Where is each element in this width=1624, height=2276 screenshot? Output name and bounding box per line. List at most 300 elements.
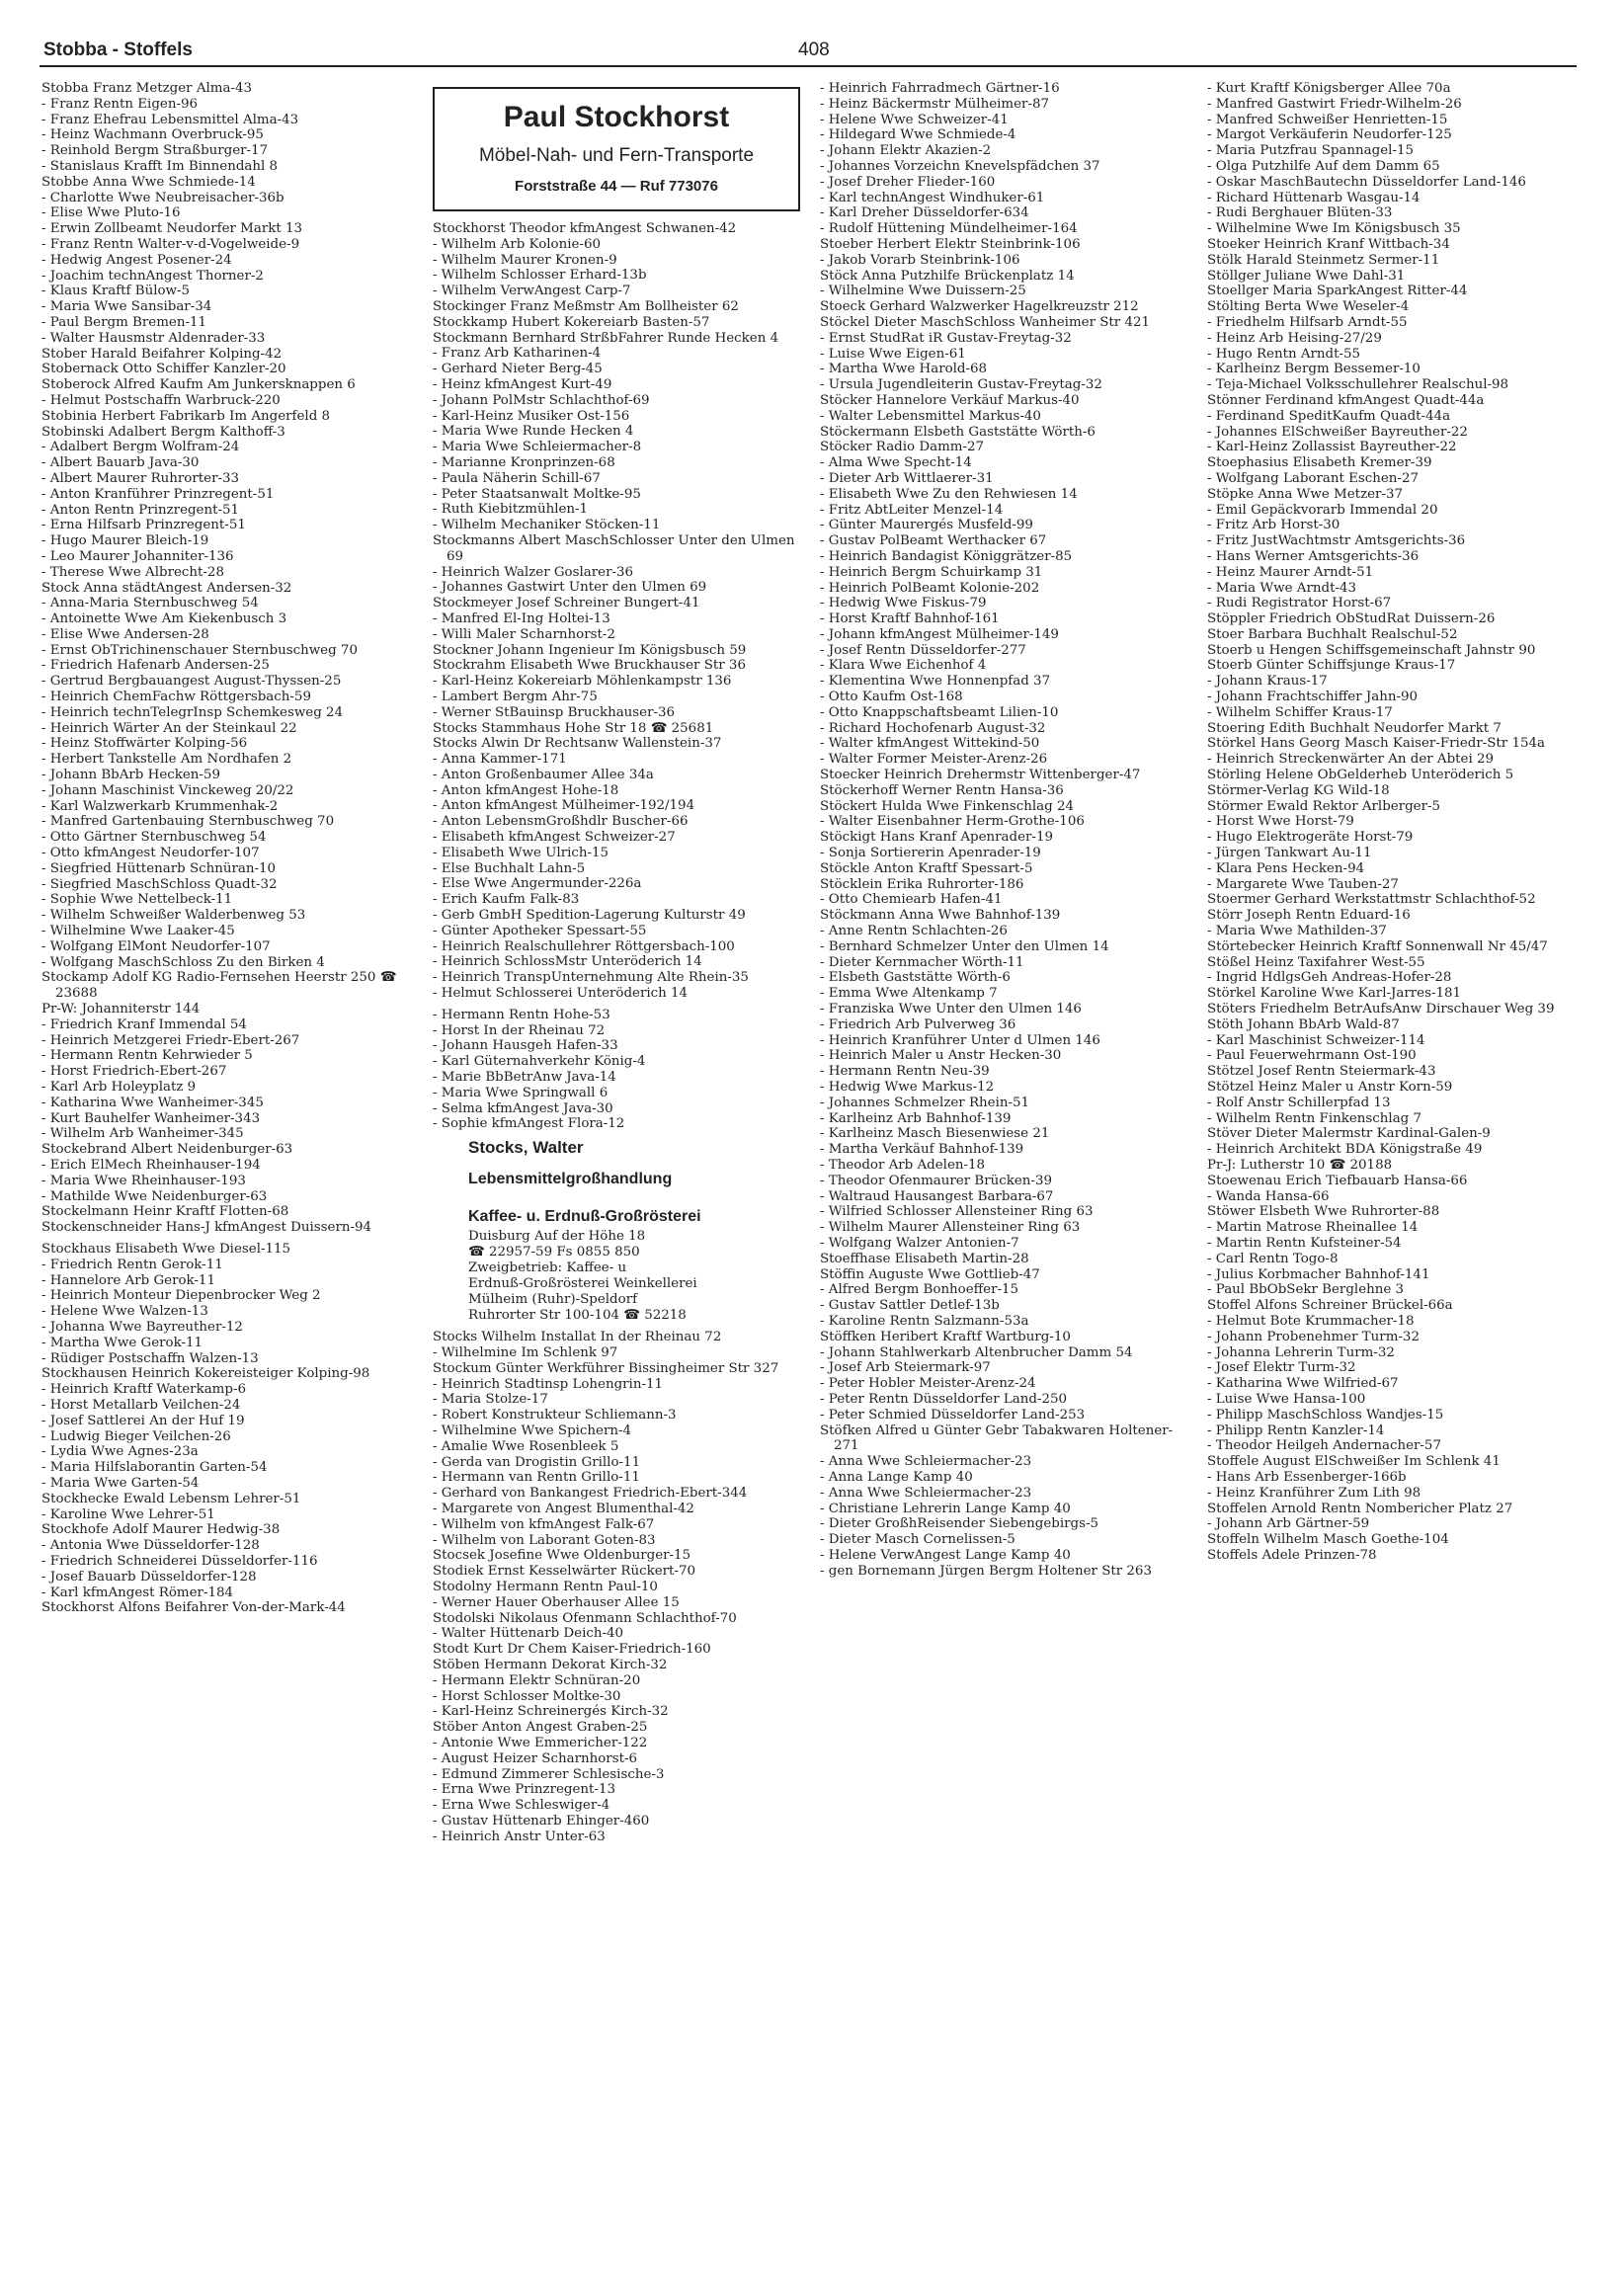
directory-entry: - Teja-Michael Volksschullehrer Realschul-98 (1207, 377, 1509, 393)
directory-entry: Stöcker Hannelore Verkäuf Markus-40 (820, 392, 1080, 408)
directory-entry: Stobinski Adalbert Bergm Kalthoff-3 (41, 424, 285, 440)
directory-entry: - Karl kfmAngest Römer-184 (41, 1585, 234, 1600)
ad-stockhorst (433, 87, 800, 211)
directory-entry: - Theodor Ofenmaurer Brücken-39 (820, 1173, 1052, 1188)
directory-entry: Stockenschneider Hans-J kfmAngest Duissern-94 (41, 1220, 372, 1236)
directory-entry: - Fritz Arb Horst-30 (1207, 518, 1340, 533)
directory-entry: - Wilhelm Schweißer Walderbenweg 53 (41, 908, 306, 924)
directory-entry: Stöwer Elsbeth Wwe Ruhrorter-88 (1207, 1204, 1440, 1220)
directory-entry: Stötzel Josef Rentn Steiermark-43 (1207, 1064, 1436, 1080)
directory-entry: - Elisabeth Wwe Zu den Rehwiesen 14 (820, 486, 1078, 502)
directory-entry: - Johann Probenehmer Turm-32 (1207, 1329, 1420, 1344)
directory-entry: - Karl Maschinist Schweizer-114 (1207, 1032, 1425, 1048)
directory-entry: Stoerb u Hengen Schiffsgemeinschaft Jahnstr 90 (1207, 642, 1536, 658)
directory-entry: - Johanna Wwe Bayreuther-12 (41, 1319, 243, 1335)
directory-entry: - Helmut Bote Krummacher-18 (1207, 1313, 1415, 1329)
directory-entry: - Rolf Anstr Schillerpfad 13 (1207, 1095, 1391, 1110)
directory-entry: - Hannelore Arb Gerok-11 (41, 1272, 215, 1288)
directory-entry: - Manfred Gastwirt Friedr-Wilhelm-26 (1207, 96, 1462, 112)
directory-entry: - Sonja Sortiererin Apenrader-19 (820, 846, 1041, 861)
directory-entry: - Martha Wwe Harold-68 (820, 362, 988, 377)
directory-entry: - Maria Wwe Schleiermacher-8 (433, 440, 642, 455)
directory-entry: - Peter Schmied Düsseldorfer Land-253 (820, 1407, 1086, 1422)
directory-entry: Störkel Hans Georg Masch Kaiser-Friedr-Str 154a (1207, 736, 1546, 752)
directory-entry: - Karoline Wwe Lehrer-51 (41, 1506, 215, 1522)
directory-entry: - Maria Wwe Garten-54 (41, 1475, 200, 1491)
directory-entry: - Sophie Wwe Nettelbeck-11 (41, 892, 233, 908)
directory-entry: - Otto Chemiearb Hafen-41 (820, 892, 1003, 908)
directory-entry: - Heinrich ChemFachw Röttgersbach-59 (41, 690, 311, 705)
directory-entry: - Elise Wwe Andersen-28 (41, 626, 209, 642)
directory-entry: - Fritz AbtLeiter Menzel-14 (820, 502, 1004, 518)
directory-entry: Stöben Hermann Dekorat Kirch-32 (433, 1657, 668, 1672)
directory-entry: Stöcker Radio Damm-27 (820, 440, 985, 455)
directory-entry: Stodiek Ernst Kesselwärter Rückert-70 (433, 1564, 695, 1580)
directory-entry: - Walter Eisenbahner Herm-Grothe-106 (820, 814, 1085, 830)
directory-entry: - Karoline Rentn Salzmann-53a (820, 1313, 1029, 1329)
directory-entry: - Maria Wwe Springwall 6 (433, 1085, 609, 1100)
directory-entry: - Helene VerwAngest Lange Kamp 40 (820, 1547, 1071, 1563)
directory-entry: - Hans Werner Amtsgerichts-36 (1207, 548, 1420, 564)
directory-entry: - Heinrich Kraftf Waterkamp-6 (41, 1382, 246, 1398)
directory-entry: - Maria Wwe Mathilden-37 (1207, 924, 1387, 939)
directory-entry: - Ruth Kiebitzmühlen-1 (433, 502, 589, 518)
directory-entry: - Therese Wwe Albrecht-28 (41, 564, 224, 580)
directory-entry: - Gerhard Nieter Berg-45 (433, 362, 603, 377)
directory-entry: Stöpke Anna Wwe Metzer-37 (1207, 486, 1404, 502)
directory-entry: - Emma Wwe Altenkamp 7 (820, 986, 998, 1002)
directory-entry: - Walter Hausmstr Aldenrader-33 (41, 330, 266, 346)
directory-entry: - Heinz Maurer Arndt-51 (1207, 564, 1374, 580)
directory-entry: Stöppler Friedrich ObStudRat Duissern-26 (1207, 611, 1496, 627)
directory-entry: - Friedhelm Hilfsarb Arndt-55 (1207, 314, 1408, 330)
directory-entry: - Ferdinand SpeditKaufm Quadt-44a (1207, 408, 1451, 424)
directory-entry: - Heinz kfmAngest Kurt-49 (433, 376, 612, 392)
directory-entry: - Hermann Rentn Neu-39 (820, 1064, 990, 1080)
directory-entry: - Heinz Wachmann Overbruck-95 (41, 127, 264, 143)
directory-entry: - Paul BbObSekr Berglehne 3 (1207, 1282, 1405, 1298)
directory-entry: - Heinz Arb Heising-27/29 (1207, 330, 1382, 346)
directory-entry: - Antonie Wwe Emmericher-122 (433, 1735, 648, 1750)
directory-entry: - Theodor Arb Adelen-18 (820, 1157, 986, 1173)
directory-entry: - Heinrich Streckenwärter An der Abtei 29 (1207, 752, 1495, 768)
directory-entry: - Charlotte Wwe Neubreisacher-36b (41, 190, 284, 205)
directory-entry: - Otto Kaufm Ost-168 (820, 690, 963, 705)
directory-entry: - Franz Arb Katharinen-4 (433, 346, 602, 362)
directory-entry: - Hildegard Wwe Schmiede-4 (820, 127, 1016, 143)
directory-entry: - Wilhelm Rentn Finkenschlag 7 (1207, 1110, 1422, 1126)
directory-entry: Stöters Friedhelm BetrAufsAnw Dirschauer Weg 39 (1207, 1002, 1555, 1017)
directory-entry: - Klara Pens Hecken-94 (1207, 860, 1365, 876)
directory-entry: Störkel Karoline Wwe Karl-Jarres-181 (1207, 986, 1462, 1002)
directory-entry: - Wanda Hansa-66 (1207, 1188, 1330, 1204)
directory-entry: - Wilhelm von kfmAngest Falk-67 (433, 1516, 655, 1532)
directory-entry: - Alfred Bergm Bonhoeffer-15 (820, 1282, 1019, 1298)
directory-entry: Stoermer Gerhard Werkstattmstr Schlachthof-52 (1207, 892, 1536, 908)
directory-entry: - Franziska Wwe Unter den Ulmen 146 (820, 1002, 1082, 1017)
directory-entry: - Horst Wwe Horst-79 (1207, 814, 1354, 830)
directory-entry: Stobba Franz Metzger Alma-43 (41, 81, 253, 96)
directory-entry: - Sophie kfmAngest Flora-12 (433, 1116, 625, 1132)
directory-entry: - Anne Rentn Schlachten-26 (820, 924, 1008, 939)
directory-entry: - Marianne Kronprinzen-68 (433, 454, 615, 470)
directory-entry: - Peter Hobler Meister-Arenz-24 (820, 1376, 1036, 1392)
directory-entry: - Luise Wwe Hansa-100 (1207, 1391, 1366, 1407)
directory-entry: - Maria Stolze-17 (433, 1392, 548, 1408)
directory-entry: - Albert Bauarb Java-30 (41, 455, 200, 471)
directory-entry: - Heinrich Bandagist Königgrätzer-85 (820, 548, 1073, 564)
directory-entry: Stockmeyer Josef Schreiner Bungert-41 (433, 596, 700, 611)
directory-entry: Stöckermann Elsbeth Gaststätte Wörth-6 (820, 424, 1096, 440)
directory-entry: Stoffel Alfons Schreiner Brückel-66a (1207, 1298, 1453, 1314)
directory-entry: Stoffeln Wilhelm Masch Goethe-104 (1207, 1532, 1449, 1548)
page-header (40, 38, 1577, 67)
directory-entry: Stobinia Herbert Fabrikarb Im Angerfeld 8 (41, 408, 331, 424)
directory-entry: Störr Joseph Rentn Eduard-16 (1207, 908, 1411, 924)
directory-entry: - Ernst ObTrichinenschauer Sternbuschweg 70 (41, 642, 358, 658)
directory-entry: - Else Wwe Angermunder-226a (433, 876, 642, 892)
directory-entry: - Richard Hüttenarb Wasgau-14 (1207, 190, 1421, 205)
ad-stocks (433, 1132, 810, 1330)
directory-entry: Stockum Günter Werkführer Bissingheimer Str 327 (433, 1360, 779, 1376)
directory-entry: Stöfken Alfred u Günter Gebr Tabakwaren Holtener-271 (820, 1422, 1174, 1454)
directory-entry: - Johann Frachtschiffer Jahn-90 (1207, 690, 1419, 705)
directory-entry: - Maria Putzfrau Spannagel-15 (1207, 143, 1414, 159)
ad-stocks-line: Zweigbetrieb: Kaffee- u (468, 1260, 627, 1276)
directory-entry: - Julius Korbmacher Bahnhof-141 (1207, 1266, 1430, 1282)
directory-entry: - Karl-Heinz Musiker Ost-156 (433, 408, 630, 424)
directory-entry: - Anton Kranführer Prinzregent-51 (41, 486, 275, 502)
directory-entry: Stock Anna städtAngest Andersen-32 (41, 580, 292, 596)
directory-entry: - Gerb GmbH Spedition-Lagerung Kulturstr 49 (433, 908, 746, 924)
directory-entry: - Johannes Gastwirt Unter den Ulmen 69 (433, 580, 707, 596)
directory-entry: Stockelmann Heinr Kraftf Flotten-68 (41, 1204, 289, 1220)
directory-entry: - Richard Hochofenarb August-32 (820, 720, 1046, 736)
directory-entry: - Wilhelmine Im Schlenk 97 (433, 1345, 618, 1361)
directory-entry: - Heinz Bäckermstr Mülheimer-87 (820, 96, 1050, 112)
directory-entry: - Heinz Kranführer Zum Lith 98 (1207, 1485, 1421, 1501)
directory-entry: - Erich Kaufm Falk-83 (433, 892, 580, 908)
directory-entry: - Edmund Zimmerer Schlesische-3 (433, 1766, 665, 1782)
directory-entry: Stoer Barbara Buchhalt Realschul-52 (1207, 626, 1458, 642)
directory-entry: - Maria Hilfslaborantin Garten-54 (41, 1460, 268, 1476)
directory-entry: - Heinrich Metzgerei Friedr-Ebert-267 (41, 1032, 300, 1048)
ad-stocks-line: Mülheim (Ruhr)-Speldorf (468, 1292, 638, 1308)
directory-entry: - Stanislaus Krafft Im Binnendahl 8 (41, 158, 279, 174)
directory-entry: Stockhofe Adolf Maurer Hedwig-38 (41, 1522, 281, 1538)
directory-entry: - Franz Ehefrau Lebensmittel Alma-43 (41, 112, 299, 127)
directory-entry: - Wolfgang Laborant Eschen-27 (1207, 470, 1419, 486)
directory-entry: Stöckel Dieter MaschSchloss Wanheimer Str 421 (820, 314, 1151, 330)
directory-entry: Stöffken Heribert Kraftf Wartburg-10 (820, 1329, 1071, 1344)
directory-entry: - Heinrich Stadtinsp Lohengrin-11 (433, 1376, 664, 1392)
directory-entry: - Fritz JustWachtmstr Amtsgerichts-36 (1207, 533, 1466, 549)
directory-entry: - Alma Wwe Specht-14 (820, 455, 972, 471)
directory-entry: Pr-W: Johanniterstr 144 (41, 1002, 201, 1017)
directory-entry: - Reinhold Bergm Straßburger-17 (41, 143, 269, 159)
directory-entry: - Friedrich Schneiderei Düsseldorfer-116 (41, 1553, 318, 1569)
directory-entry: - Heinrich TranspUnternehmung Alte Rhein-35 (433, 970, 749, 986)
directory-entry: - Walter Lebensmittel Markus-40 (820, 408, 1041, 424)
directory-entry: - Hugo Elektrogerätе Horst-79 (1207, 830, 1414, 846)
directory-entry: - Rudi Registrator Horst-67 (1207, 596, 1392, 611)
directory-entry: Stocks Stammhaus Hohe Str 18 ☎ 25681 (433, 720, 714, 736)
directory-entry: - Karlheinz Bergm Bessemer-10 (1207, 362, 1421, 377)
directory-entry: - Elisabeth kfmAngest Schweizer-27 (433, 830, 676, 846)
directory-entry: - Antoinette Wwe Am Kiekenbusch 3 (41, 611, 287, 627)
directory-entry: - Wilhelm Mechaniker Stöcken-11 (433, 518, 661, 533)
directory-entry: Stoellger Maria SparkAngest Ritter-44 (1207, 284, 1468, 299)
directory-entry: - Horst Metallarb Veilchen-24 (41, 1397, 241, 1413)
directory-entry: - Erna Wwe Schleswiger-4 (433, 1798, 610, 1814)
directory-entry: Stöffin Auguste Wwe Gottlieb-47 (820, 1266, 1040, 1282)
directory-entry: - Johann PolMstr Schlachthof-69 (433, 392, 650, 408)
directory-entry: - Rüdiger Postschaffn Walzen-13 (41, 1350, 259, 1366)
directory-entry: - Joachim technAngest Thorner-2 (41, 268, 264, 284)
directory-entry: - Hedwig Wwe Markus-12 (820, 1080, 995, 1095)
directory-entry: - Elisabeth Wwe Ulrich-15 (433, 845, 609, 860)
directory-entry: - Karlheinz Masch Biesenwiese 21 (820, 1126, 1050, 1142)
ad-stocks-line: ☎ 22957-59 Fs 0855 850 (468, 1245, 640, 1260)
directory-entry: - Werner Hauer Oberhauser Allee 15 (433, 1594, 680, 1610)
directory-entry: Stönner Ferdinand kfmAngest Quadt-44a (1207, 392, 1485, 408)
directory-entry: - Willi Maler Scharnhorst-2 (433, 626, 615, 642)
directory-entry: - Wolfgang ElMont Neudorfer-107 (41, 938, 271, 954)
directory-entry: - Gerda van Drogistin Grillo-11 (433, 1454, 641, 1470)
directory-entry: - Otto Gärtner Sternbuschweg 54 (41, 830, 267, 846)
directory-entry: Stodt Kurt Dr Chem Kaiser-Friedrich-160 (433, 1642, 711, 1658)
directory-entry: - Heinrich Fahrradmech Gärtner-16 (820, 81, 1060, 96)
directory-entry: Störmer Ewald Rektor Arlberger-5 (1207, 798, 1441, 814)
directory-entry: - Wilhelm Arb Wanheimer-345 (41, 1126, 244, 1142)
directory-entry: - Heinrich Realschullehrer Röttgersbach-100 (433, 938, 735, 954)
directory-entry: - Rudi Berghauer Blüten-33 (1207, 205, 1393, 221)
directory-entry: - Friedrich Kranf Immendal 54 (41, 1016, 247, 1032)
directory-entry: - Martin Matrose Rheinallee 14 (1207, 1220, 1419, 1236)
directory-entry: - Hugo Maurer Bleich-19 (41, 533, 209, 549)
directory-entry: - Karl Dreher Düsseldorfer-634 (820, 205, 1029, 221)
column-3 (820, 81, 1197, 1580)
directory-entry: - Christiane Lehrerin Lange Kamp 40 (820, 1501, 1071, 1516)
directory-entry: - Heinrich Wärter An der Steinkaul 22 (41, 720, 297, 736)
directory-entry: - Margarete von Angest Blumenthal-42 (433, 1501, 694, 1516)
directory-entry: - Katharina Wwe Wilfried-67 (1207, 1376, 1399, 1392)
directory-entry: - Anton LebensmGroßhdlr Buscher-66 (433, 814, 689, 830)
directory-entry: - Heinrich Walzer Goslarer-36 (433, 564, 634, 580)
column-2 (433, 81, 810, 1845)
directory-entry: - Anna Kammer-171 (433, 752, 567, 768)
directory-entry: - Oskar MaschBautechn Düsseldorfer Land-146 (1207, 174, 1526, 190)
directory-entry: - Ernst StudRat iR Gustav-Freytag-32 (820, 330, 1072, 346)
directory-entry: - Heinz Stoffwärter Kolping-56 (41, 736, 248, 752)
directory-entry: - Martha Wwe Gerok-11 (41, 1335, 203, 1350)
directory-entry: Stoeber Herbert Elektr Steinbrink-106 (820, 236, 1081, 252)
directory-entry: - Wilhelm von Laborant Goten-83 (433, 1532, 656, 1548)
directory-entry: - Hermann Rentn Kehrwieder 5 (41, 1048, 253, 1064)
directory-entry: - Peter Staatsanwalt Moltke-95 (433, 486, 641, 502)
directory-entry: - Martha Verkäuf Bahnhof-139 (820, 1142, 1024, 1158)
directory-entry: - Heinrich SchlossMstr Unteröderich 14 (433, 954, 702, 970)
directory-entry: - gen Bornemann Jürgen Bergm Holtener Str 263 (820, 1563, 1152, 1579)
directory-entry: - Johannes Schmelzer Rhein-51 (820, 1095, 1030, 1110)
directory-entry: Stöber Anton Angest Graben-25 (433, 1720, 648, 1736)
directory-entry: - Margot Verkäuferin Neudorfer-125 (1207, 127, 1452, 143)
directory-entry: Stockrahm Elisabeth Wwe Bruckhauser Str 36 (433, 658, 746, 674)
directory-entry: - Hermann Elektr Schnüran-20 (433, 1672, 641, 1688)
directory-entry: Stodolny Hermann Rentn Paul-10 (433, 1579, 658, 1594)
directory-entry: - Katharina Wwe Wanheimer-345 (41, 1095, 264, 1110)
directory-entry: Stöckigt Hans Kranf Apenrader-19 (820, 830, 1053, 846)
ad-stockhorst-address: Forststraße 44 — Ruf 773076 (515, 178, 718, 195)
directory-entry: - Helene Wwe Schweizer-41 (820, 112, 1009, 127)
directory-entry: - Franz Rentn Walter-v-d-Vogelweide-9 (41, 236, 300, 252)
directory-entry: Stoeker Heinrich Kranf Wittbach-34 (1207, 236, 1450, 252)
directory-entry: Stölk Harald Steinmetz Sermer-11 (1207, 252, 1440, 268)
directory-entry: Stöckerhoff Werner Rentn Hansa-36 (820, 782, 1064, 798)
column-2-list-after (433, 1330, 810, 1844)
ad-stocks-subtitle: Lebensmittelgroßhandlung (468, 1171, 673, 1188)
directory-entry: Stocks Wilhelm Installat In der Rheinau 72 (433, 1330, 722, 1345)
directory-entry: - Johann Hausgeh Hafen-33 (433, 1038, 618, 1054)
directory-entry: Stoeffhase Elisabeth Martin-28 (820, 1251, 1029, 1266)
directory-entry: - Paula Näherin Schill-67 (433, 470, 601, 486)
directory-entry: - Karl-Heinz Kokereiarb Möhlenkampstr 136 (433, 674, 732, 690)
directory-entry: - Amalie Wwe Rosenbleek 5 (433, 1438, 619, 1454)
directory-entry: Stocks Alwin Dr Rechtsanw Wallenstein-37 (433, 736, 722, 752)
directory-entry: - Wilhelm Schiffer Kraus-17 (1207, 704, 1393, 720)
directory-entry: - Johann Arb Gärtner-59 (1207, 1516, 1370, 1532)
directory-entry: - Dieter GroßhReisender Siebengebirgs-5 (820, 1516, 1099, 1532)
directory-entry: Stockmanns Albert MaschSchlosser Unter den Ulmen 69 (433, 532, 795, 564)
directory-entry: - Karlheinz Arb Bahnhof-139 (820, 1110, 1012, 1126)
directory-entry: Stöckert Hulda Wwe Finkenschlag 24 (820, 798, 1074, 814)
directory-entry: - Johannes Vorzeichn Knevelspfädchen 37 (820, 158, 1100, 174)
directory-entry: - Hermann van Rentn Grillo-11 (433, 1470, 640, 1486)
directory-entry: - Otto kfmAngest Neudorfer-107 (41, 846, 260, 861)
directory-entry: - Klara Wwe Eichenhof 4 (820, 658, 987, 674)
directory-entry: - Siegfried Hüttenarb Schnüran-10 (41, 860, 277, 876)
directory-entry: - Heinrich technTelegrInsp Schemkesweg 24 (41, 704, 344, 720)
directory-entry: - Wilfried Schlosser Allensteiner Ring 63 (820, 1204, 1094, 1220)
directory-entry: - Gustav PolBeamt Werthacker 67 (820, 533, 1047, 549)
directory-entry: Stoewenau Erich Tiefbauarb Hansa-66 (1207, 1173, 1468, 1188)
directory-entry: - August Heizer Scharnhorst-6 (433, 1750, 637, 1766)
directory-entry: - Maria Wwe Runde Hecken 4 (433, 424, 634, 440)
directory-entry: - Johannes ElSchweißer Bayreuther-22 (1207, 424, 1468, 440)
directory-entry: - Gertrud Bergbauangest August-Thyssen-25 (41, 674, 342, 690)
directory-entry: - Walter kfmAngest Wittekind-50 (820, 736, 1040, 752)
directory-entry: - Anton Rentn Prinzregent-51 (41, 502, 240, 518)
directory-entry: - Wilhelmine Wwe Laaker-45 (41, 924, 235, 939)
directory-entry: - Mathilde Wwe Neidenburger-63 (41, 1188, 268, 1204)
directory-entry: - Heinrich Maler u Anstr Hecken-30 (820, 1048, 1062, 1064)
directory-entry: - Erna Wwe Prinzregent-13 (433, 1782, 615, 1798)
directory-entry: - Manfred Schweißer Henrietten-15 (1207, 112, 1448, 127)
directory-entry: - Anton kfmAngest Mülheimer-192/194 (433, 798, 695, 814)
directory-entry: - Helmut Postschaffn Warbruck-220 (41, 392, 281, 408)
directory-entry: - Friedrich Arb Pulverweg 36 (820, 1016, 1016, 1032)
column-1 (41, 81, 419, 1616)
directory-entry: Stoerb Günter Schiffsjunge Kraus-17 (1207, 658, 1456, 674)
directory-entry: - Anna Lange Kamp 40 (820, 1469, 973, 1485)
directory-entry: - Gerhard von Bankangest Friedrich-Ebert-344 (433, 1486, 748, 1502)
directory-entry: - Bernhard Schmelzer Unter den Ulmen 14 (820, 938, 1109, 954)
directory-entry: - Wilhelm VerwAngest Carp-7 (433, 284, 631, 299)
ad-stocks-lines (468, 1229, 810, 1324)
directory-entry: - Wilhelm Maurer Kronen-9 (433, 252, 617, 268)
directory-entry: - Ingrid HdlgsGeh Andreas-Hofer-28 (1207, 970, 1452, 986)
directory-entry: Störmer-Verlag KG Wild-18 (1207, 782, 1390, 798)
directory-entry: Störtebecker Heinrich Kraftf Sonnenwall Nr 45/47 (1207, 938, 1548, 954)
directory-entry: Stöck Anna Putzhilfe Brückenplatz 14 (820, 268, 1075, 284)
directory-entry: - Robert Konstrukteur Schliemann-3 (433, 1408, 677, 1423)
directory-entry: - Paul Bergm Bremen-11 (41, 314, 207, 330)
directory-entry: Stockinger Franz Meßmstr Am Bollheister 62 (433, 298, 739, 314)
directory-entry: - Anna Wwe Schleiermacher-23 (820, 1485, 1032, 1501)
directory-entry: Stockhorst Alfons Beifahrer Von-der-Mark-44 (41, 1600, 346, 1616)
directory-entry: - Josef Arb Steiermark-97 (820, 1360, 991, 1376)
directory-entry: - Friedrich Hafenarb Andersen-25 (41, 658, 270, 674)
directory-entry: - Maria Wwe Arndt-43 (1207, 580, 1357, 596)
directory-entry: - Jürgen Tankwart Au-11 (1207, 846, 1372, 861)
directory-entry: - Heinrich Anstr Unter-63 (433, 1829, 606, 1844)
directory-entry: Stocsek Josefine Wwe Oldenburger-15 (433, 1548, 691, 1564)
directory-entry: - Marie BbBetrAnw Java-14 (433, 1070, 616, 1086)
directory-entry: Stölting Berta Wwe Weseler-4 (1207, 299, 1410, 315)
directory-entry: - Friedrich Rentn Gerok-11 (41, 1257, 223, 1272)
directory-entry: - Maria Wwe Sansibar-34 (41, 299, 212, 315)
directory-entry: Stockhorst Theodor kfmAngest Schwanen-42 (433, 221, 737, 236)
running-head: Stobba - Stoffels (43, 40, 193, 60)
directory-entry: Stöver Dieter Malermstr Kardinal-Galen-9 (1207, 1126, 1491, 1142)
directory-entry: - Josef Dreher Flieder-160 (820, 174, 996, 190)
directory-entry: - Josef Sattlerei An der Huf 19 (41, 1413, 245, 1428)
directory-entry: - Rudolf Hüttening Mündelheimer-164 (820, 221, 1078, 237)
directory-entry: - Carl Rentn Togo-8 (1207, 1251, 1339, 1266)
directory-entry: Stöcklein Erika Ruhrorter-186 (820, 876, 1024, 892)
directory-entry: - Maria Wwe Rheinhauser-193 (41, 1173, 246, 1188)
directory-entry: - Herbert Tankstelle Am Nordhafen 2 (41, 752, 292, 768)
directory-entry: - Johann Elektr Akazien-2 (820, 143, 992, 159)
directory-entry: - Walter Former Meister-Arenz-26 (820, 752, 1048, 768)
ad-stocks-line: Ruhrorter Str 100-104 ☎ 52218 (468, 1308, 687, 1324)
directory-entry: - Johann BbArb Hecken-59 (41, 768, 220, 783)
directory-entry: - Horst In der Rheinau 72 (433, 1022, 606, 1038)
directory-entry: - Hedwig Angest Posener-24 (41, 252, 232, 268)
directory-entry: - Margarete Wwe Tauben-27 (1207, 876, 1399, 892)
directory-entry: - Anton Großenbaumer Allee 34a (433, 767, 654, 782)
directory-entry: - Adalbert Bergm Wolfram-24 (41, 440, 240, 455)
ad-stocks-name: Stocks, Walter (468, 1138, 584, 1158)
directory-entry: Stoecker Heinrich Drehermstr Wittenberger-47 (820, 768, 1141, 783)
directory-entry: - Waltraud Hausangest Barbara-67 (820, 1188, 1054, 1204)
directory-entry: - Hugo Rentn Arndt-55 (1207, 346, 1361, 362)
ad-stocks-line: Erdnuß-Großrösterei Weinkellerei (468, 1276, 697, 1292)
directory-entry: - Jakob Vorarb Steinbrink-106 (820, 252, 1020, 268)
directory-entry: Stockhaus Elisabeth Wwe Diesel-115 (41, 1241, 291, 1257)
directory-entry: - Theodor Heilgeh Andernacher-57 (1207, 1438, 1441, 1454)
directory-entry: Stöckle Anton Kraftf Spessart-5 (820, 860, 1033, 876)
directory-entry: - Heinrich Architekt BDA Königstraße 49 (1207, 1142, 1483, 1158)
directory-entry: - Antonia Wwe Düsseldorfer-128 (41, 1538, 260, 1554)
ad-stocks-subtitle2: Kaffee- u. Erdnuß-Großrösterei (468, 1208, 701, 1226)
directory-entry: - Lydia Wwe Agnes-23a (41, 1444, 199, 1460)
directory-entry: Pr-J: Lutherstr 10 ☎ 20188 (1207, 1157, 1393, 1173)
directory-entry: Stockkamp Hubert Kokereiarb Basten-57 (433, 314, 710, 330)
directory-entry: Stockmann Bernhard StrßbFahrer Runde Hecken 4 (433, 330, 779, 346)
directory-entry: - Peter Rentn Düsseldorfer Land-250 (820, 1391, 1068, 1407)
column-4 (1207, 81, 1584, 1564)
